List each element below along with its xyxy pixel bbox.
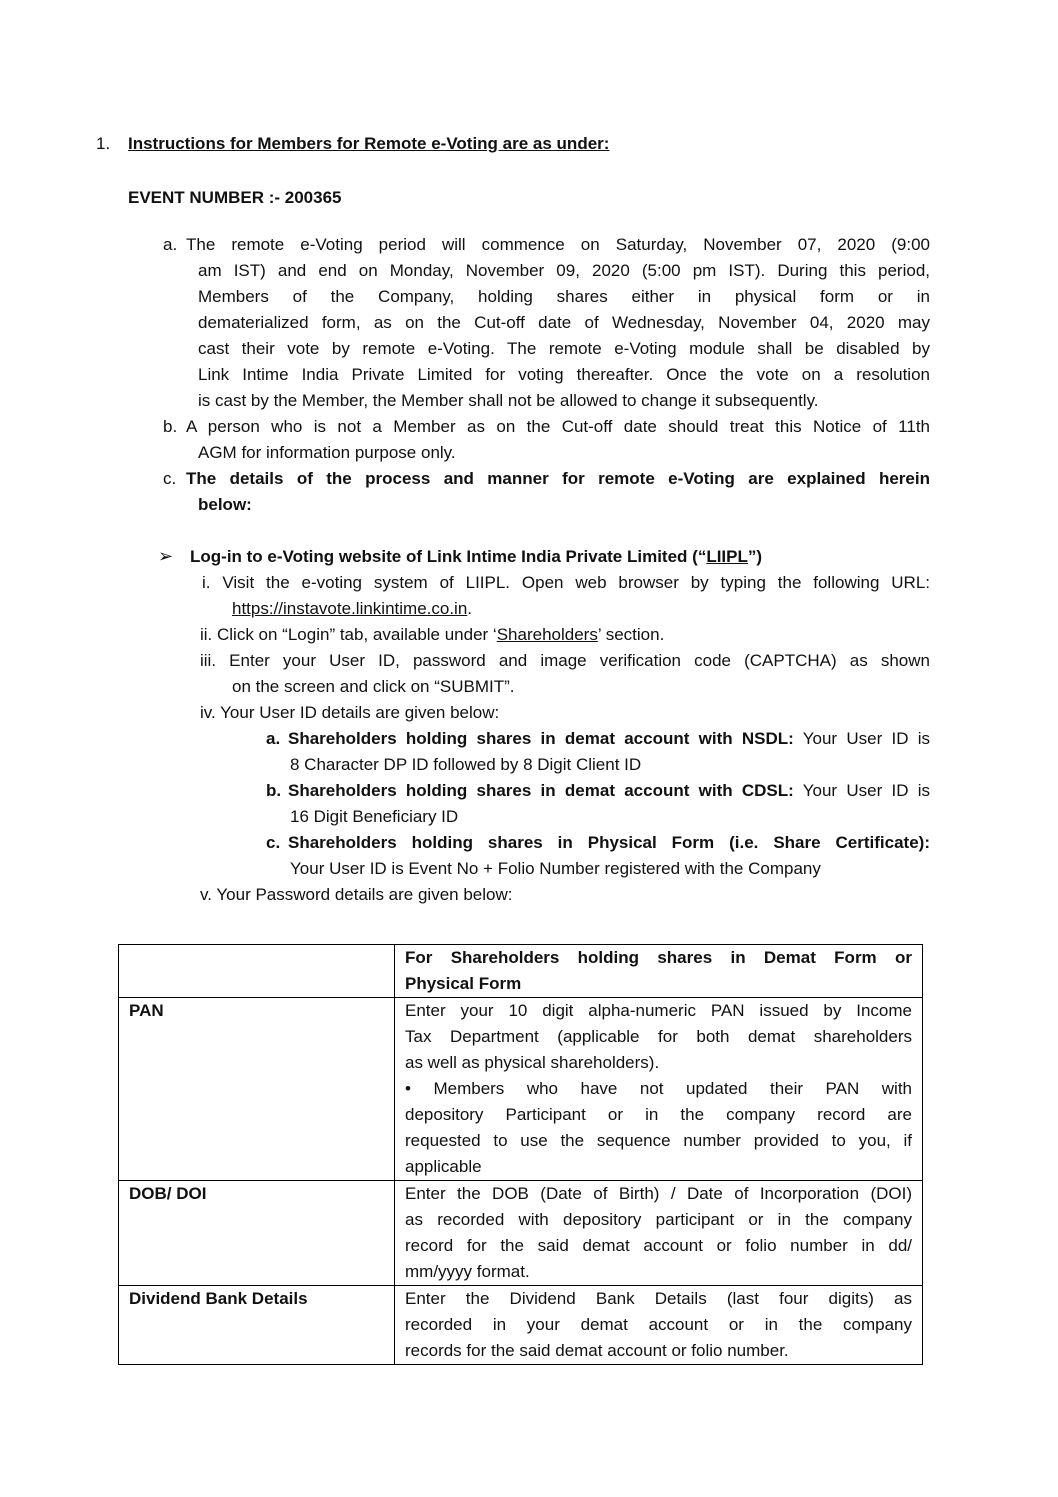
table-header-cell: For Shareholders holding shares in Demat Form or Physical Form xyxy=(395,945,923,998)
table-header-row xyxy=(119,945,923,998)
point-a-line: Members of the Company, holding shares either in physical form or in xyxy=(198,287,930,306)
liipl-abbr: LIIPL xyxy=(706,547,748,566)
password-details-table xyxy=(118,944,923,1365)
userid-b-line2: 16 Digit Beneficiary ID xyxy=(290,807,459,826)
point-c-line: below: xyxy=(198,495,252,514)
userid-a-marker: a. xyxy=(266,729,281,748)
step-iii-line2: on the screen and click on “SUBMIT”. xyxy=(232,677,515,696)
userid-c-marker: c. xyxy=(266,833,281,852)
step-ii: ii. Click on “Login” tab, available under ‘Shareholders’ section. xyxy=(200,625,665,644)
point-b-line: AGM for information purpose only. xyxy=(198,443,456,462)
point-a-line: is cast by the Member, the Member shall not be allowed to change it subsequently. xyxy=(198,391,819,410)
point-a-line: cast their vote by remote e-Voting. The remote e-Voting module shall be disabled by xyxy=(198,339,930,358)
point-b-marker: b. xyxy=(163,417,178,436)
event-number: EVENT NUMBER :- 200365 xyxy=(128,188,342,207)
userid-a-line2: 8 Character DP ID followed by 8 Digit Client ID xyxy=(290,755,642,774)
point-a-line: The remote e-Voting period will commence on Saturday, November 07, 2020 (9:00 xyxy=(186,235,930,254)
userid-b: Shareholders holding shares in demat account with CDSL: Your User ID is xyxy=(288,781,930,800)
row-label-dob: DOB/ DOI xyxy=(119,1181,395,1286)
step-iii: iii. Enter your User ID, password and image verification code (CAPTCHA) as shown xyxy=(200,651,930,670)
arrow-bullet-icon: ➢ xyxy=(158,546,174,566)
point-a-marker: a. xyxy=(163,235,178,254)
section-number: 1. xyxy=(96,134,111,153)
table-row xyxy=(119,1181,923,1286)
row-label-dividend: Dividend Bank Details xyxy=(119,1286,395,1365)
userid-c-line2: Your User ID is Event No + Folio Number registered with the Company xyxy=(290,859,821,878)
row-value-dividend: Enter the Dividend Bank Details (last four digits) as recorded in your demat account or in the company records for the said demat account or folio number. xyxy=(395,1286,923,1365)
row-value-pan: Enter your 10 digit alpha-numeric PAN issued by Income Tax Department (applicable for both demat shareholders as well as physical shareholders). • Members who have not updated their PAN with depository Participant or in the company record are requested to use the sequence number provided to you, if applicable xyxy=(395,998,923,1181)
userid-c: Shareholders holding shares in Physical Form (i.e. Share Certificate): xyxy=(288,833,930,852)
section-heading: Instructions for Members for Remote e-Voting are as under: xyxy=(128,134,610,153)
point-b-line: A person who is not a Member as on the Cut-off date should treat this Notice of 11th xyxy=(186,417,930,436)
row-value-dob: Enter the DOB (Date of Birth) / Date of Incorporation (DOI) as recorded with depository participant or in the company record for the said demat account or folio number in dd/ mm/yyyy format. xyxy=(395,1181,923,1286)
userid-b-marker: b. xyxy=(266,781,282,800)
step-iv: iv. Your User ID details are given below: xyxy=(200,703,500,722)
table-row xyxy=(119,1286,923,1365)
instavote-link[interactable]: https://instavote.linkintime.co.in xyxy=(232,599,468,618)
shareholders-link: Shareholders xyxy=(496,625,598,644)
step-v: v. Your Password details are given below: xyxy=(200,885,513,904)
point-a-line: am IST) and end on Monday, November 09, 2020 (5:00 pm IST). During this period, xyxy=(198,261,930,280)
point-a-line: dematerialized form, as on the Cut-off date of Wednesday, November 04, 2020 may xyxy=(198,313,930,332)
row-label-pan: PAN xyxy=(119,998,395,1181)
table-header-cell xyxy=(119,945,395,998)
userid-a: Shareholders holding shares in demat account with NSDL: Your User ID is xyxy=(288,729,930,748)
table-row xyxy=(119,998,923,1181)
step-i-url-line: https://instavote.linkintime.co.in. xyxy=(232,599,473,618)
step-i: i. Visit the e-voting system of LIIPL. Open web browser by typing the following URL: xyxy=(202,573,930,592)
point-a-line: Link Intime India Private Limited for voting thereafter. Once the vote on a resolution xyxy=(198,365,930,384)
point-c-line: The details of the process and manner for remote e-Voting are explained herein xyxy=(186,469,930,488)
point-c-marker: c. xyxy=(163,469,177,488)
login-heading: Log-in to e-Voting website of Link Intime India Private Limited (“LIIPL”) xyxy=(190,547,763,566)
